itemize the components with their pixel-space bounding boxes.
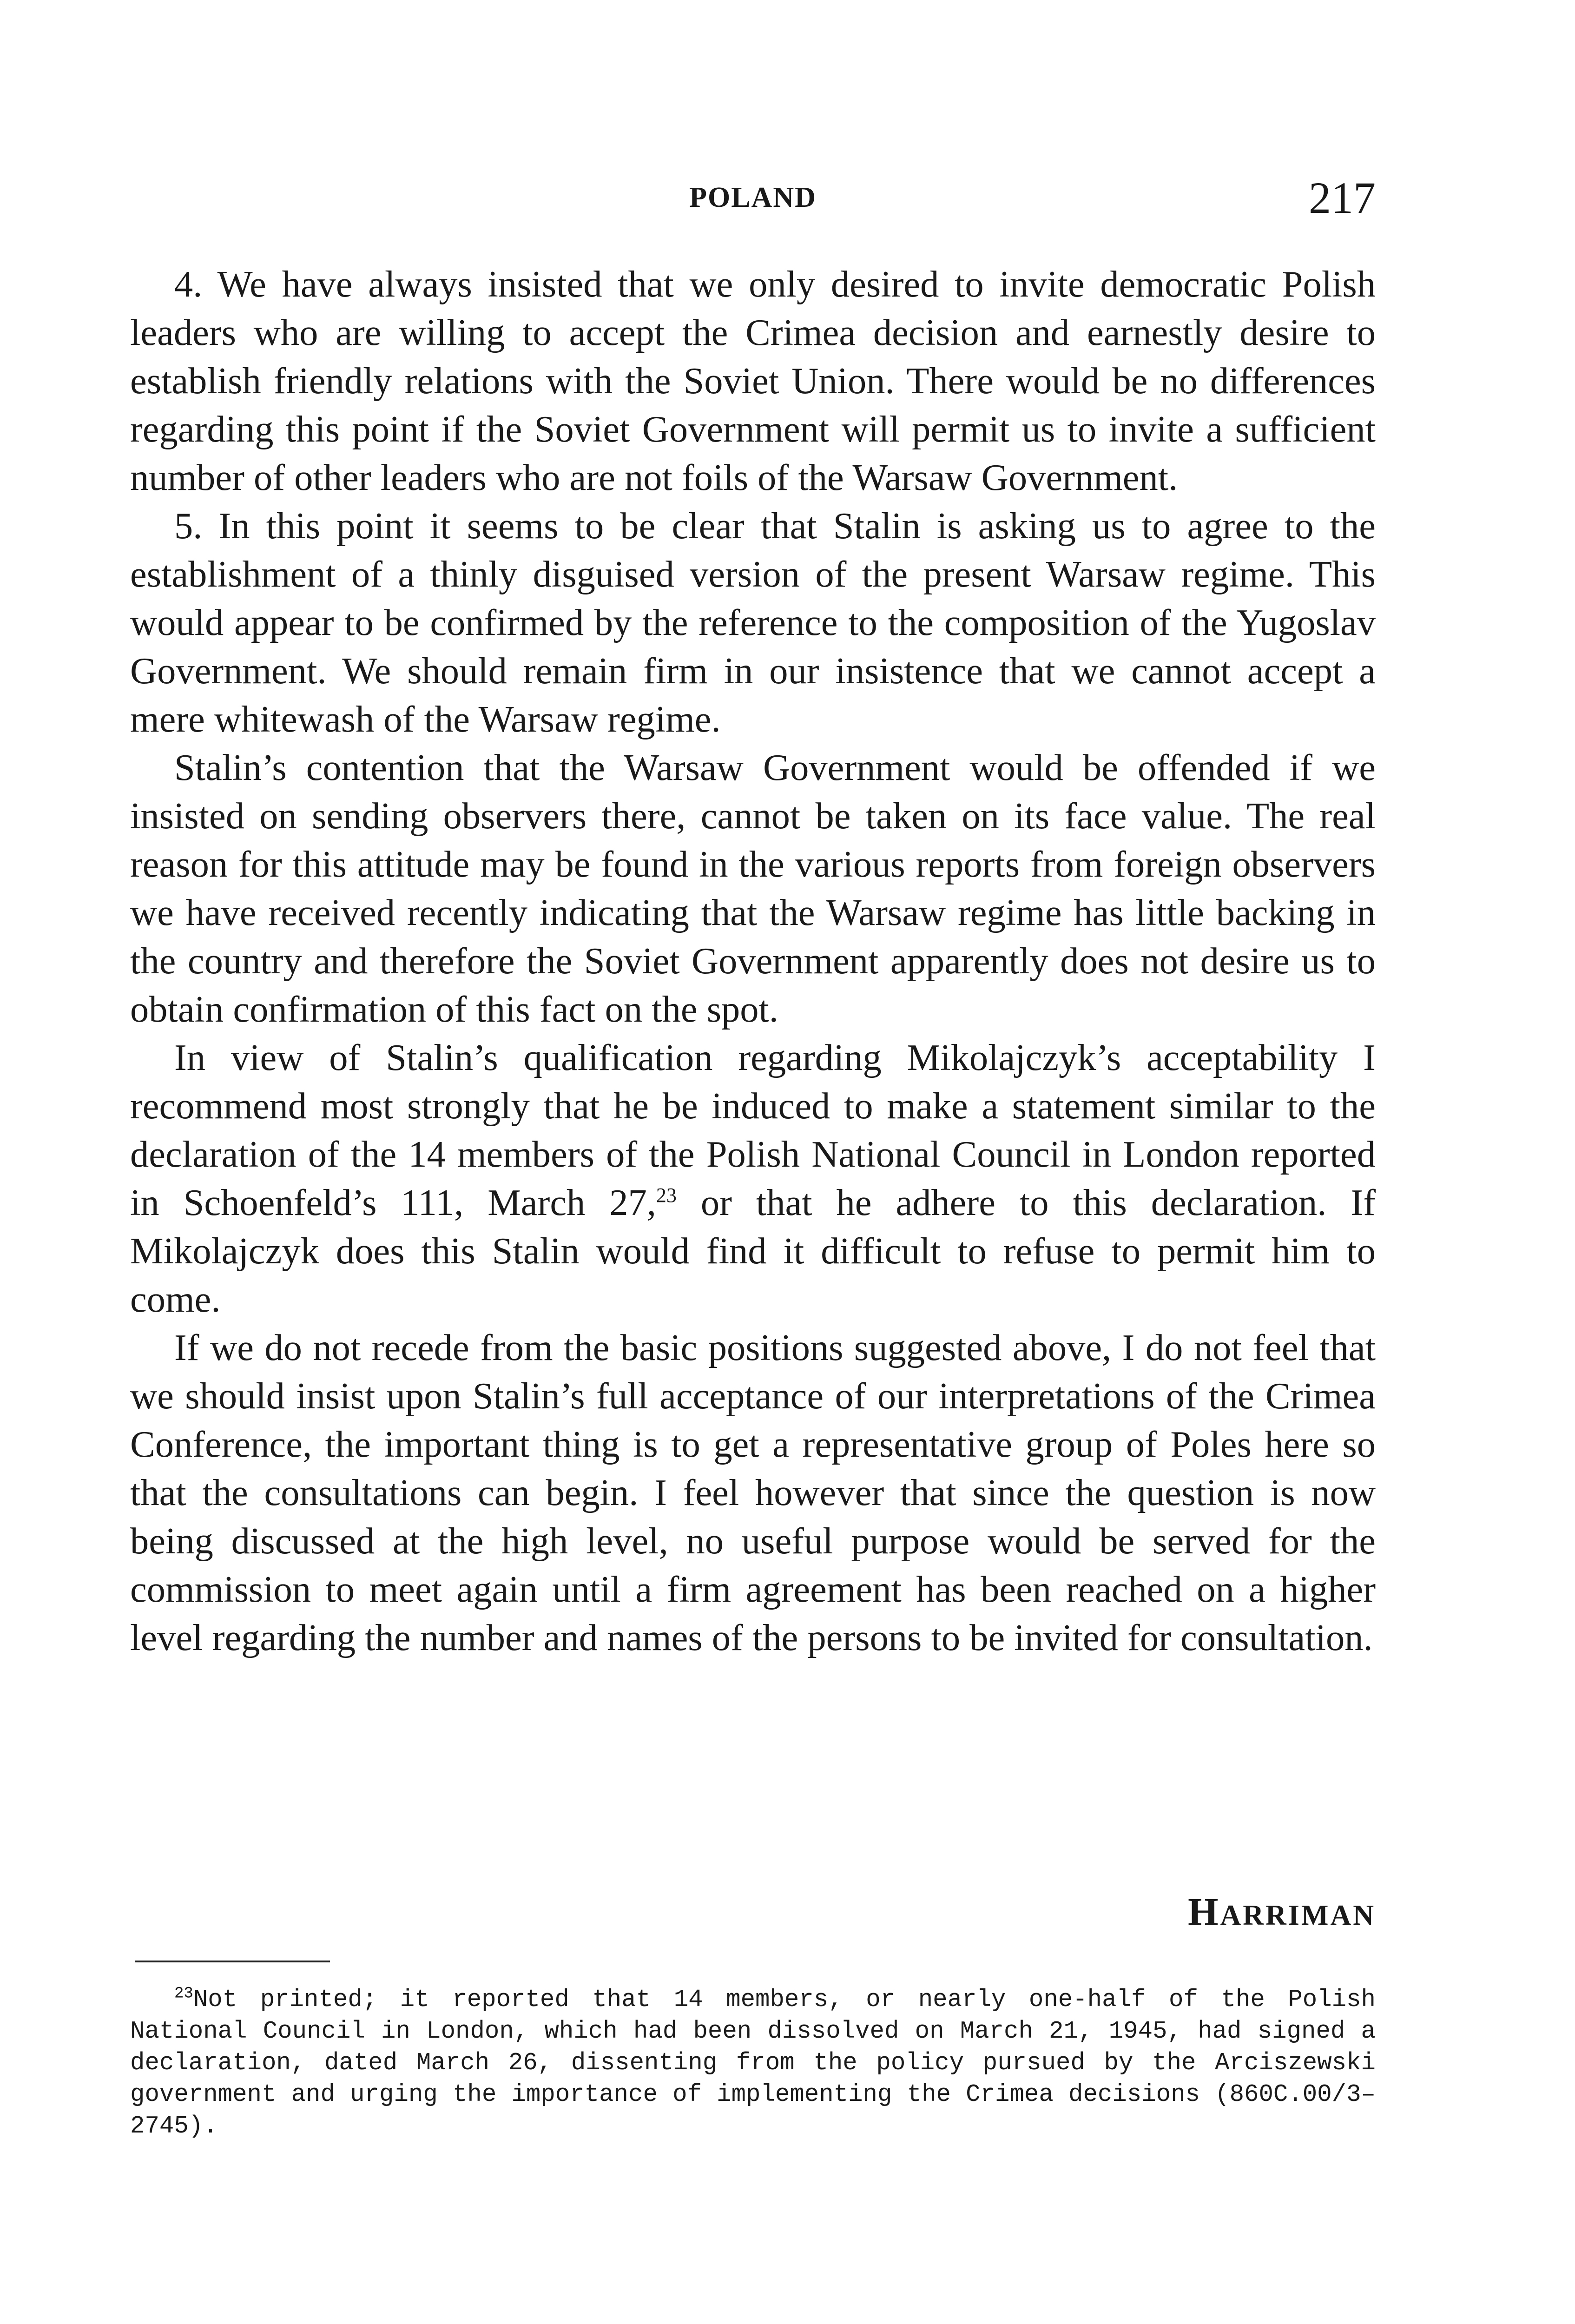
footnote-text: Not printed; it reported that 14 members, or nearly one-half of the Polish National Council in London, which had been dissolved on March 21, 1945, had signed a declaration, dated March 26, dissenting from the policy pursued by the Arciszewski government and urging the importance of implementing the Crimea decisions (860C.00/3–2745). bbox=[130, 1986, 1376, 2140]
running-head: POLAND bbox=[689, 182, 817, 213]
paragraph-recommendation: If we do not recede from the basic positions suggested above, I do not feel that we should insist upon Stalin’s full acceptance of our interpretations of the Crimea Conference, the important thing is to get a representative group of Poles here so that the consultations can begin. I feel however that since the question is now being discussed at the high level, no useful purpose would be served for the commission to meet again until a firm agreement has been reached on a higher level regarding the number and names of the persons to be invited for consultation. bbox=[130, 1327, 1376, 1658]
footnote-reference: 23 bbox=[656, 1184, 677, 1207]
footnote bbox=[130, 1984, 1376, 2142]
footnote-marker: 23 bbox=[174, 1985, 193, 2003]
signature-rest: ARRIMAN bbox=[1220, 1900, 1376, 1931]
paragraph-observers: Stalin’s contention that the Warsaw Government would be offended if we insisted on sending observers there, cannot be taken on its face value. The real reason for this attitude may be found in the various reports from foreign observers we have received recently indicating that the Warsaw regime has little backing in the country and therefore the Soviet Government apparently does not desire us to obtain confirmation of this fact on the spot. bbox=[130, 747, 1376, 1030]
paragraph-point-5: 5. In this point it seems to be clear that Stalin is asking us to agree to the establishment of a thinly disguised version of the present Warsaw regime. This would appear to be confirmed by the reference to the composition of the Yugoslav Government. We should remain firm in our insistence that we cannot accept a mere whitewash of the Warsaw regime. bbox=[130, 505, 1376, 740]
signature bbox=[130, 1889, 1376, 1934]
paragraph-mikolajczyk bbox=[130, 1034, 1376, 1324]
paragraph-point-4: 4. We have always insisted that we only desired to invite democratic Polish leaders who are willing to accept the Crimea decision and earnestly desire to establish friendly relations with the Soviet Union. There would be no differences regarding this point if the Soviet Government will permit us to invite a sufficient number of other leaders who are not foils of the Warsaw Government. bbox=[130, 264, 1376, 498]
page-number: 217 bbox=[1309, 173, 1376, 223]
body-text bbox=[130, 260, 1376, 1662]
page-header bbox=[130, 172, 1376, 228]
paragraph-mikolajczyk-text-b: or that he adhere to this declaration. If Mikolajczyk does this Stalin would find it difficult to refuse to permit him to come. bbox=[130, 1182, 1376, 1320]
footnote-rule bbox=[135, 1961, 330, 1962]
paragraph-mikolajczyk-text-a: In view of Stalin’s qualification regarding Mikolajczyk’s acceptability I recommend most strongly that he be induced to make a statement similar to the declaration of the 14 members of the Polish National Council in London reported in Schoenfeld’s 111, March 27, bbox=[130, 1037, 1376, 1223]
signature-initial: H bbox=[1188, 1890, 1220, 1934]
